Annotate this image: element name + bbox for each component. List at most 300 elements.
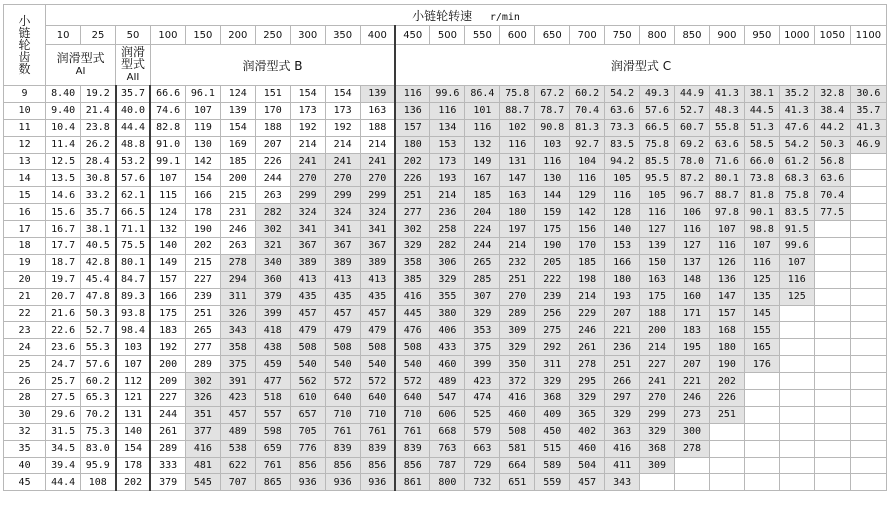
power-cell: 214: [500, 238, 535, 255]
power-cell: [744, 423, 779, 440]
table-row: [4, 390, 887, 407]
power-cell: [744, 406, 779, 423]
teeth-cell: 9: [4, 86, 46, 103]
power-cell: 460: [430, 356, 465, 373]
power-cell: [850, 271, 886, 288]
power-cell: [814, 356, 850, 373]
power-cell: 265: [185, 322, 220, 339]
power-cell: [814, 474, 850, 491]
power-cell: 299: [290, 187, 325, 204]
power-cell: 116: [500, 136, 535, 153]
power-cell: 251: [395, 187, 430, 204]
power-cell: 175: [535, 221, 570, 238]
teeth-cell: 19: [4, 254, 46, 271]
power-cell: 244: [465, 238, 500, 255]
teeth-cell: 23: [4, 322, 46, 339]
power-cell: 358: [220, 339, 255, 356]
power-cell: 214: [570, 288, 605, 305]
power-cell: 157: [709, 305, 744, 322]
power-cell: 66.6: [150, 86, 185, 103]
power-cell: 389: [325, 254, 360, 271]
power-cell: 107: [709, 221, 744, 238]
power-cell: 379: [150, 474, 185, 491]
power-cell: 12.5: [46, 153, 81, 170]
lubrication-mode-row: [4, 45, 887, 86]
power-cell: 579: [465, 423, 500, 440]
power-cell: 222: [535, 271, 570, 288]
power-cell: 70.4: [570, 102, 605, 119]
power-cell: 562: [290, 373, 325, 390]
power-cell: [850, 204, 886, 221]
power-cell: 166: [150, 288, 185, 305]
power-cell: 78.0: [675, 153, 710, 170]
power-cell: 435: [290, 288, 325, 305]
power-cell: 710: [360, 406, 395, 423]
power-cell: 170: [255, 102, 290, 119]
power-cell: 289: [500, 305, 535, 322]
power-cell: 56.8: [814, 153, 850, 170]
table-row: [4, 305, 887, 322]
table-row: [4, 271, 887, 288]
power-cell: 99.6: [779, 238, 814, 255]
power-cell: 34.5: [46, 440, 81, 457]
power-cell: 180: [709, 339, 744, 356]
power-cell: 207: [605, 305, 640, 322]
power-cell: 508: [290, 339, 325, 356]
power-cell: 270: [500, 288, 535, 305]
power-cell: 139: [220, 102, 255, 119]
teeth-cell: 16: [4, 204, 46, 221]
speed-header-cell: 1100: [850, 26, 886, 45]
power-cell: 99.6: [430, 86, 465, 103]
power-cell: 710: [325, 406, 360, 423]
speed-header-cell: 700: [570, 26, 605, 45]
power-cell: 214: [640, 339, 675, 356]
power-cell: 193: [430, 170, 465, 187]
power-cell: 936: [360, 474, 395, 491]
power-cell: [779, 390, 814, 407]
power-cell: 559: [535, 474, 570, 491]
power-cell: 221: [675, 373, 710, 390]
power-cell: [814, 271, 850, 288]
power-cell: 188: [640, 305, 675, 322]
power-cell: 457: [220, 406, 255, 423]
speed-header-cell: 300: [290, 26, 325, 45]
power-cell: 9.40: [46, 102, 81, 119]
power-cell: 761: [325, 423, 360, 440]
power-cell: 106: [675, 204, 710, 221]
teeth-cell: 18: [4, 238, 46, 255]
table-row: [4, 474, 887, 491]
power-cell: 96.7: [675, 187, 710, 204]
power-cell: 538: [220, 440, 255, 457]
power-cell: 258: [430, 221, 465, 238]
power-cell: 358: [395, 254, 430, 271]
power-cell: [814, 254, 850, 271]
teeth-cell: 28: [4, 390, 46, 407]
power-cell: 80.1: [709, 170, 744, 187]
power-cell: [814, 238, 850, 255]
power-cell: 214: [325, 136, 360, 153]
power-cell: [744, 474, 779, 491]
power-cell: 57.6: [116, 170, 151, 187]
power-cell: 251: [605, 356, 640, 373]
power-cell: 306: [430, 254, 465, 271]
power-cell: 351: [185, 406, 220, 423]
power-cell: [640, 474, 675, 491]
power-cell: 154: [185, 170, 220, 187]
table-row: [4, 423, 887, 440]
power-cell: 130: [535, 170, 570, 187]
power-cell: 39.4: [46, 457, 81, 474]
table-row: [4, 406, 887, 423]
power-cell: [814, 423, 850, 440]
power-cell: 41.3: [850, 119, 886, 136]
power-cell: 140: [150, 238, 185, 255]
power-cell: [814, 322, 850, 339]
power-cell: 88.7: [500, 102, 535, 119]
power-cell: 329: [570, 390, 605, 407]
power-cell: [814, 406, 850, 423]
power-cell: 175: [150, 305, 185, 322]
power-cell: 732: [465, 474, 500, 491]
power-cell: 70.4: [814, 187, 850, 204]
power-cell: 68.3: [779, 170, 814, 187]
power-cell: 73.3: [605, 119, 640, 136]
power-cell: 329: [465, 305, 500, 322]
power-cell: 459: [255, 356, 290, 373]
power-cell: 226: [395, 170, 430, 187]
power-cell: 44.2: [814, 119, 850, 136]
power-cell: 154: [325, 86, 360, 103]
power-cell: 657: [290, 406, 325, 423]
power-cell: 207: [675, 356, 710, 373]
power-cell: 202: [116, 474, 151, 491]
power-cell: [850, 474, 886, 491]
power-cell: 214: [360, 136, 395, 153]
power-cell: 343: [220, 322, 255, 339]
power-cell: 169: [220, 136, 255, 153]
power-cell: 508: [500, 423, 535, 440]
table-row: [4, 204, 887, 221]
power-cell: 173: [430, 153, 465, 170]
power-cell: 329: [395, 238, 430, 255]
power-cell: 50.3: [81, 305, 116, 322]
power-cell: [744, 373, 779, 390]
power-cell: [709, 474, 744, 491]
power-cell: 214: [290, 136, 325, 153]
power-cell: 329: [430, 271, 465, 288]
power-cell: 29.6: [46, 406, 81, 423]
teeth-cell: 15: [4, 187, 46, 204]
mode-aii-header: [116, 45, 151, 86]
power-cell: 116: [640, 204, 675, 221]
power-cell: 173: [325, 102, 360, 119]
power-cell: 481: [185, 457, 220, 474]
power-cell: 545: [185, 474, 220, 491]
power-cell: 188: [255, 119, 290, 136]
power-cell: 226: [255, 153, 290, 170]
power-cell: [850, 373, 886, 390]
mode-c-label: 润滑型式 C: [610, 58, 672, 73]
power-cell: 409: [535, 406, 570, 423]
power-cell: 54.2: [779, 136, 814, 153]
power-cell: 504: [570, 457, 605, 474]
power-cell: 353: [465, 322, 500, 339]
power-cell: 44.4: [116, 119, 151, 136]
power-cell: 416: [185, 440, 220, 457]
power-cell: 236: [605, 339, 640, 356]
table-row: [4, 339, 887, 356]
speed-header-cell: 25: [81, 26, 116, 45]
power-cell: 205: [535, 254, 570, 271]
power-cell: 8.40: [46, 86, 81, 103]
power-cell: 75.8: [500, 86, 535, 103]
teeth-cell: 40: [4, 457, 46, 474]
power-cell: 190: [185, 221, 220, 238]
power-cell: 761: [395, 423, 430, 440]
teeth-cell: 11: [4, 119, 46, 136]
teeth-cell: 24: [4, 339, 46, 356]
power-cell: 135: [744, 288, 779, 305]
power-cell: 479: [290, 322, 325, 339]
power-cell: 321: [255, 238, 290, 255]
table-row: [4, 187, 887, 204]
power-cell: 221: [605, 322, 640, 339]
speed-header-cell: 350: [325, 26, 360, 45]
power-cell: 285: [465, 271, 500, 288]
table-row: [4, 288, 887, 305]
power-cell: 710: [395, 406, 430, 423]
power-cell: [779, 423, 814, 440]
power-cell: 163: [500, 187, 535, 204]
power-cell: 149: [465, 153, 500, 170]
power-cell: 200: [640, 322, 675, 339]
power-cell: 81.8: [744, 187, 779, 204]
power-cell: 204: [465, 204, 500, 221]
teeth-cell: 10: [4, 102, 46, 119]
power-cell: 341: [360, 221, 395, 238]
power-cell: 302: [395, 221, 430, 238]
power-cell: 261: [150, 423, 185, 440]
power-cell: 207: [255, 136, 290, 153]
power-cell: 107: [744, 238, 779, 255]
power-cell: 241: [290, 153, 325, 170]
power-cell: 299: [360, 187, 395, 204]
power-cell: 435: [325, 288, 360, 305]
teeth-cell: 13: [4, 153, 46, 170]
power-cell: 540: [395, 356, 430, 373]
power-cell: 124: [220, 86, 255, 103]
power-cell: 99.1: [150, 153, 185, 170]
power-cell: 116: [605, 187, 640, 204]
power-cell: 60.2: [570, 86, 605, 103]
power-cell: 66.0: [744, 153, 779, 170]
power-cell: 144: [535, 187, 570, 204]
power-cell: 265: [465, 254, 500, 271]
power-cell: 55.8: [709, 119, 744, 136]
power-cell: 88.7: [709, 187, 744, 204]
power-cell: 185: [570, 254, 605, 271]
power-cell: 127: [675, 238, 710, 255]
power-cell: 311: [535, 356, 570, 373]
power-cell: 180: [605, 271, 640, 288]
power-cell: 183: [150, 322, 185, 339]
power-cell: 22.6: [46, 322, 81, 339]
power-cell: [814, 373, 850, 390]
power-cell: 183: [675, 322, 710, 339]
power-cell: 839: [395, 440, 430, 457]
power-cell: 367: [360, 238, 395, 255]
power-cell: 119: [185, 119, 220, 136]
mode-aii-name: 润滑型式: [120, 45, 145, 71]
table-row: [4, 356, 887, 373]
power-cell: 270: [325, 170, 360, 187]
power-cell: 142: [185, 153, 220, 170]
power-cell: 246: [675, 390, 710, 407]
power-cell: 19.2: [81, 86, 116, 103]
power-cell: 13.5: [46, 170, 81, 187]
power-cell: 73.8: [744, 170, 779, 187]
power-cell: 416: [500, 390, 535, 407]
power-cell: 16.7: [46, 221, 81, 238]
power-cell: 435: [360, 288, 395, 305]
power-cell: 33.2: [81, 187, 116, 204]
power-cell: 105: [640, 187, 675, 204]
power-cell: 156: [570, 221, 605, 238]
power-cell: [850, 390, 886, 407]
power-cell: 48.3: [709, 102, 744, 119]
power-cell: 52.7: [675, 102, 710, 119]
power-cell: 87.2: [675, 170, 710, 187]
power-cell: 163: [640, 271, 675, 288]
power-cell: 23.6: [46, 339, 81, 356]
power-cell: 75.8: [640, 136, 675, 153]
power-cell: 35.7: [81, 204, 116, 221]
power-cell: 438: [255, 339, 290, 356]
power-cell: 861: [395, 474, 430, 491]
power-cell: 84.7: [116, 271, 151, 288]
power-cell: 50.3: [814, 136, 850, 153]
power-cell: 399: [255, 305, 290, 322]
power-cell: 389: [290, 254, 325, 271]
power-cell: 341: [290, 221, 325, 238]
power-cell: 839: [360, 440, 395, 457]
power-cell: 57.6: [81, 356, 116, 373]
power-cell: [779, 356, 814, 373]
power-cell: 38.4: [814, 102, 850, 119]
power-cell: 261: [570, 339, 605, 356]
power-cell: 761: [360, 423, 395, 440]
power-cell: 185: [465, 187, 500, 204]
power-cell: 165: [744, 339, 779, 356]
power-cell: 15.6: [46, 204, 81, 221]
power-cell: 125: [779, 288, 814, 305]
power-cell: 270: [640, 390, 675, 407]
power-cell: 70.2: [81, 406, 116, 423]
power-cell: 140: [116, 423, 151, 440]
power-cell: 340: [255, 254, 290, 271]
power-cell: 460: [570, 440, 605, 457]
power-cell: 136: [709, 271, 744, 288]
power-cell: 78.7: [535, 102, 570, 119]
teeth-cell: 32: [4, 423, 46, 440]
power-cell: 42.8: [81, 254, 116, 271]
power-cell: 375: [220, 356, 255, 373]
power-cell: 598: [255, 423, 290, 440]
power-cell: 581: [500, 440, 535, 457]
power-cell: 640: [395, 390, 430, 407]
power-cell: 664: [500, 457, 535, 474]
power-cell: 91.5: [779, 221, 814, 238]
power-cell: 153: [605, 238, 640, 255]
power-cell: 53.2: [116, 153, 151, 170]
power-cell: 329: [605, 406, 640, 423]
power-cell: 116: [779, 271, 814, 288]
power-cell: 45.4: [81, 271, 116, 288]
power-cell: 142: [570, 204, 605, 221]
power-cell: 54.2: [605, 86, 640, 103]
power-cell: 241: [640, 373, 675, 390]
power-cell: 489: [220, 423, 255, 440]
power-cell: [850, 153, 886, 170]
power-cell: 572: [325, 373, 360, 390]
power-cell: 140: [605, 221, 640, 238]
power-cell: 103: [116, 339, 151, 356]
power-cell: 112: [116, 373, 151, 390]
power-cell: 244: [255, 170, 290, 187]
power-cell: 20.7: [46, 288, 81, 305]
power-cell: 508: [395, 339, 430, 356]
power-cell: 457: [570, 474, 605, 491]
power-cell: 129: [570, 187, 605, 204]
power-cell: 151: [255, 86, 290, 103]
power-cell: 295: [570, 373, 605, 390]
power-cell: 474: [465, 390, 500, 407]
power-cell: 185: [220, 153, 255, 170]
power-cell: 52.7: [81, 322, 116, 339]
power-cell: 251: [500, 271, 535, 288]
power-cell: 116: [535, 153, 570, 170]
power-cell: 282: [430, 238, 465, 255]
power-cell: 116: [430, 102, 465, 119]
power-cell: 107: [150, 170, 185, 187]
power-cell: 229: [570, 305, 605, 322]
power-cell: 80.1: [116, 254, 151, 271]
power-cell: 309: [640, 457, 675, 474]
power-cell: 116: [395, 86, 430, 103]
power-cell: 856: [325, 457, 360, 474]
power-cell: 96.1: [185, 86, 220, 103]
power-cell: 508: [360, 339, 395, 356]
power-cell: 98.4: [116, 322, 151, 339]
power-cell: 659: [255, 440, 290, 457]
power-cell: 413: [290, 271, 325, 288]
power-cell: [850, 187, 886, 204]
power-cell: [850, 339, 886, 356]
power-cell: [850, 440, 886, 457]
speed-header-cell: 650: [535, 26, 570, 45]
power-cell: 515: [535, 440, 570, 457]
power-cell: 159: [535, 204, 570, 221]
power-cell: [814, 457, 850, 474]
table-row: [4, 373, 887, 390]
power-cell: 62.1: [116, 187, 151, 204]
power-cell: 856: [290, 457, 325, 474]
power-cell: [850, 406, 886, 423]
table-row: [4, 457, 887, 474]
power-cell: 193: [605, 288, 640, 305]
